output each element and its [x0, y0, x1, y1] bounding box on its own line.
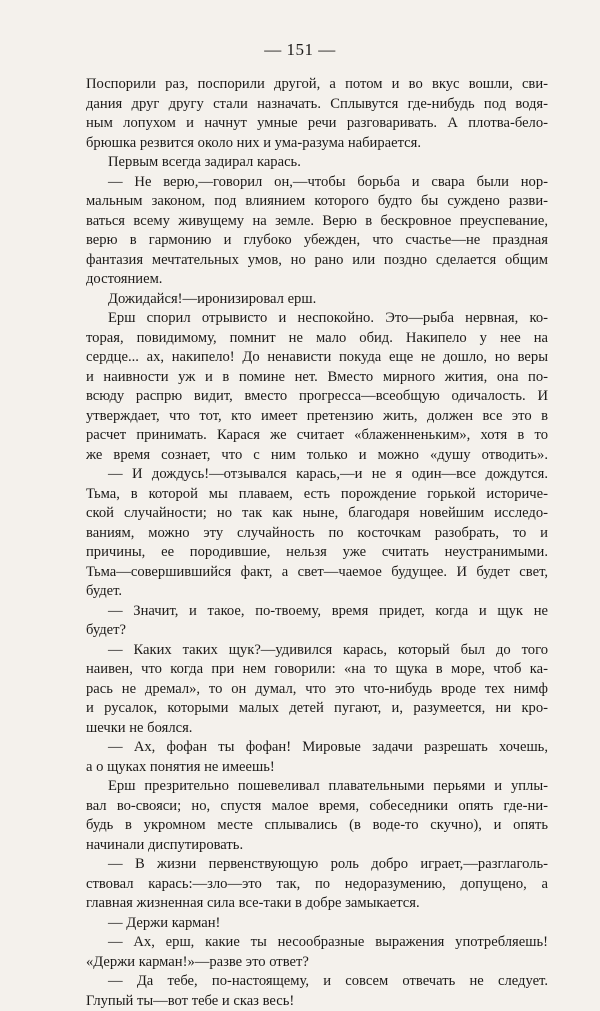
- text-line: достоянием.: [86, 270, 548, 290]
- text-line: — В жизни первенствующую роль добро играет,—разглаголь-: [86, 855, 548, 875]
- text-line: шечки не боялся.: [86, 719, 548, 739]
- text-line: сердце... ах, накипело! До ненависти покуда еще не дошло, но веры: [86, 348, 548, 368]
- text-line: Ерш спорил отрывисто и неспокойно. Это—рыба нервная, ко-: [86, 309, 548, 329]
- text-line: Первым всегда задирал карась.: [86, 153, 548, 173]
- text-line: наивен, что когда при нем говорили: «на то щука в море, чтоб ка-: [86, 660, 548, 680]
- text-line: и наивности уж и в помине нет. Вместо мирного жития, она по-: [86, 368, 548, 388]
- text-line: всюду распрю видит, вместо прогресса—всеобщую одичалость. И: [86, 387, 548, 407]
- text-line: ствовал карась:—зло—это так, по недоразумению, допущено, а: [86, 875, 548, 895]
- text-line: расчет принимать. Карася же считает «блаженненьким», хотя в то: [86, 426, 548, 446]
- page-number: — 151 —: [0, 40, 600, 60]
- text-line: — Не верю,—говорил он,—чтобы борьба и свара были нор-: [86, 173, 548, 193]
- text-line: — И дождусь!—отзывался карась,—и не я один—все дождутся.: [86, 465, 548, 485]
- text-line: начинали диспутировать.: [86, 836, 548, 856]
- text-line: вал во-свояси; но, спустя малое время, собеседники опять где-ни-: [86, 797, 548, 817]
- text-line: — Да тебе, по-настоящему, и совсем отвечать не следует.: [86, 972, 548, 992]
- text-body: [86, 75, 548, 1011]
- text-line: ваться всему живущему на земле. Верю в бескровное преуспевание,: [86, 212, 548, 232]
- text-line: дания друг другу стали назначать. Сплывутся где-нибудь под водя-: [86, 95, 548, 115]
- text-line: Тьма, в которой мы плаваем, есть порождение горькой историче-: [86, 485, 548, 505]
- text-line: торая, повидимому, помнит не мало обид. Накипело у нее на: [86, 329, 548, 349]
- text-line: Тьма—совершившийся факт, а свет—чаемое будущее. И будет свет,: [86, 563, 548, 583]
- text-line: фантазия мечтательных умов, но рано или поздно сделается общим: [86, 251, 548, 271]
- text-line: Поспорили раз, поспорили другой, а потом и во вкус вошли, сви-: [86, 75, 548, 95]
- text-line: мальным законом, под влиянием которого будто бы суждено разви-: [86, 192, 548, 212]
- text-line: — Ах, ерш, какие ты несообразные выражения употребляешь!: [86, 933, 548, 953]
- text-line: «Держи карман!»—разве это ответ?: [86, 953, 548, 973]
- text-line: ваниям, можно эту случайность по косточкам разобрать, то и: [86, 524, 548, 544]
- text-line: — Держи карман!: [86, 914, 548, 934]
- text-line: и русалок, которыми малых детей пугают, и, разумеется, ни кро-: [86, 699, 548, 719]
- text-line: же время сознает, что с ним только и можно «душу отводить».: [86, 446, 548, 466]
- text-line: Ерш презрительно пошевеливал плавательными перьями и уплы-: [86, 777, 548, 797]
- text-line: — Ах, фофан ты фофан! Мировые задачи разрешать хочешь,: [86, 738, 548, 758]
- text-line: ской случайности; но так как ныне, благодаря новейшим исследо-: [86, 504, 548, 524]
- text-line: главная жизненная сила все-таки в добре замыкается.: [86, 894, 548, 914]
- text-line: а о щуках понятия не имеешь!: [86, 758, 548, 778]
- text-line: утверждает, что тот, кто имеет претензию жить, должен все это в: [86, 407, 548, 427]
- text-line: Дожидайся!—иронизировал ерш.: [86, 290, 548, 310]
- text-line: будь в укромном месте сплывались (в воде-то скучно), и опять: [86, 816, 548, 836]
- text-line: брюшка резвится около них и ума-разума набирается.: [86, 134, 548, 154]
- text-line: — Каких таких щук?—удивился карась, который был до того: [86, 641, 548, 661]
- text-line: будет.: [86, 582, 548, 602]
- text-line: Глупый ты—вот тебе и сказ весь!: [86, 992, 548, 1011]
- text-line: верю в гармонию и глубоко убежден, что счастье—не праздная: [86, 231, 548, 251]
- text-line: ным лопухом и начнут умные речи разговаривать. А плотва-бело-: [86, 114, 548, 134]
- text-line: причины, ее породившие, нельзя уже считать неустранимыми.: [86, 543, 548, 563]
- text-line: будет?: [86, 621, 548, 641]
- text-line: рась не дремал», то он думал, что это что-нибудь вроде тех нимф: [86, 680, 548, 700]
- text-line: — Значит, и такое, по-твоему, время придет, когда и щук не: [86, 602, 548, 622]
